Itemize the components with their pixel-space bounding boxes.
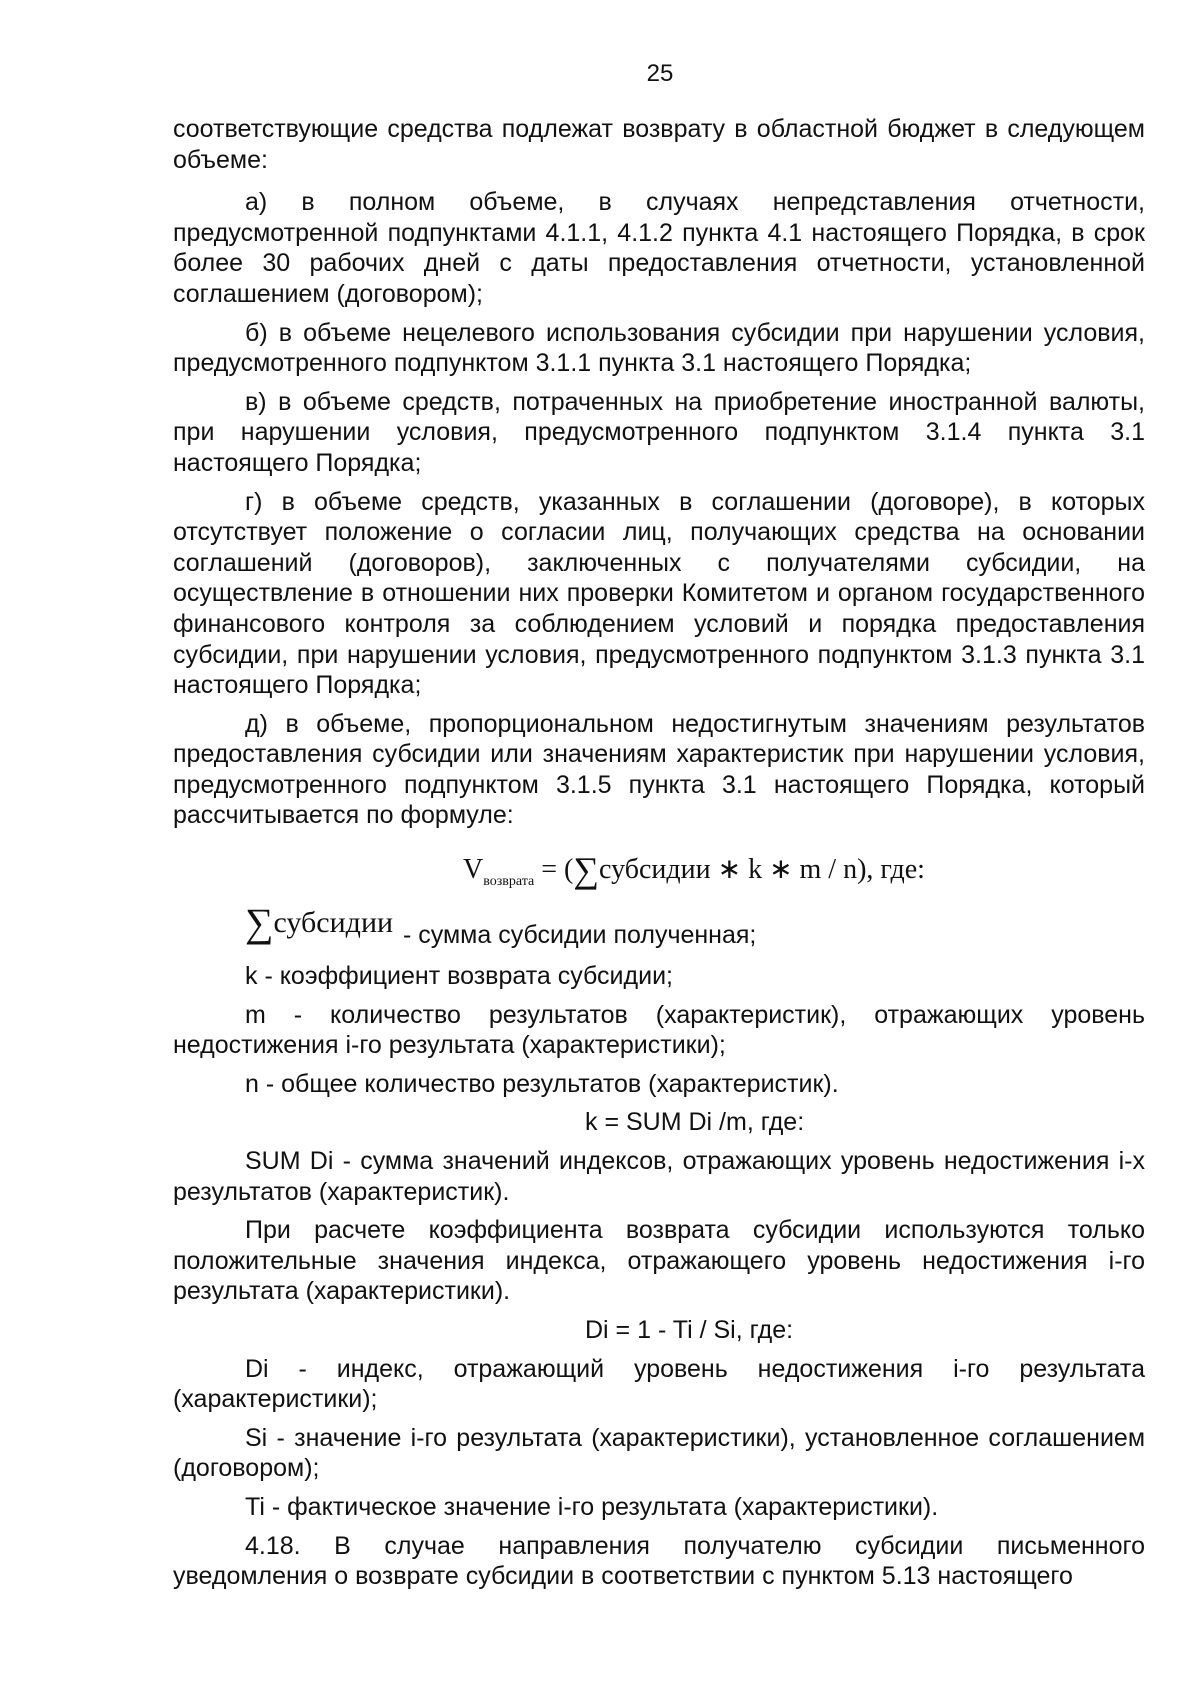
document-body xyxy=(173,114,1145,1600)
paragraph-item-v: в) в объеме средств, потраченных на приобретение иностранной валюты, при нарушении условия, предусмотренного подпунктом 3.1.4 пункта 3.1 настоящего Порядка; xyxy=(173,387,1145,477)
definition-m: m - количество результатов (характеристик), отражающих уровень недостижения i-го результата (характеристики); xyxy=(173,1000,1145,1060)
definition-di: Di - индекс, отражающий уровень недостижения i-го результата (характеристики); xyxy=(173,1354,1145,1414)
definition-n: n - общее количество результатов (характеристик). xyxy=(245,1069,839,1098)
paragraph-item-a: а) в полном объеме, в случаях непредставления отчетности, предусмотренной подпунктами 4.1.1, 4.1.2 пункта 4.1 настоящего Порядка, в срок более 30 рабочих дней с даты предоставления отчетности, установленной соглашением (договором); xyxy=(173,188,1145,308)
formula-k: k = SUM Di /m, где: xyxy=(585,1108,805,1137)
formula-di: Di = 1 - Ti / Si, где: xyxy=(585,1316,794,1344)
return-formula xyxy=(173,839,1145,891)
formula-v-subscript: возврата xyxy=(483,874,535,890)
sigma-icon: ∑ xyxy=(573,850,600,891)
definition-sum-di: SUM Di - сумма значений индексов, отражающих уровень недостижения i-х результатов (характеристик). xyxy=(173,1147,1145,1206)
paragraph-4-18: 4.18. В случае направления получателю субсидии письменного уведомления о возврате субсидии в соответствии с пунктом 5.13 настоящего xyxy=(173,1531,1145,1591)
formula-equals: = ( xyxy=(534,854,574,886)
formula-body: субсидии ∗ k ∗ m / n), где: xyxy=(599,854,925,886)
definition-k: k - коэффициент возврата субсидии; xyxy=(245,962,673,991)
sum-term-word: субсидии xyxy=(273,906,394,940)
definition-ti: Ti - фактическое значение i-го результата (характеристики). xyxy=(245,1492,939,1521)
paragraph-item-d: д) в объеме, пропорциональном недостигнутым значениям результатов предоставления субсидии или значениям характеристик при нарушении условия, предусмотренного подпунктом 3.1.5 пункта 3.1 настоящего Порядка, который рассчитывается по формуле: xyxy=(173,709,1145,830)
sum-term-description: - сумма субсидии полученная; xyxy=(403,921,757,950)
paragraph-item-b: б) в объеме нецелевого использования субсидии при нарушении условия, предусмотренного подпунктом 3.1.1 пункта 3.1 настоящего Порядка; xyxy=(173,318,1145,378)
page-number: 25 xyxy=(646,60,674,87)
paragraph-item-g: г) в объеме средств, указанных в соглашении (договоре), в которых отсутствует положение о согласии лиц, получающих средства на основании соглашений (договоров), заключенных с получателями субсидии, на осуществление в отношении них проверки Комитетом и органом государственного финансового контроля за соблюдением условий и порядка предоставления субсидии, при нарушении условия, предусмотренного подпунктом 3.1.3 пункта 3.1 настоящего Порядка; xyxy=(173,487,1145,700)
sigma-icon: ∑ xyxy=(245,900,274,946)
formula-v: V xyxy=(463,854,484,886)
paragraph-intro: соответствующие средства подлежат возврату в областной бюджет в следующем объеме: xyxy=(173,115,1145,174)
definition-si: Si - значение i-го результата (характеристики), установленное соглашением (договором); xyxy=(173,1423,1145,1483)
sum-term xyxy=(245,895,394,946)
paragraph-calc-note: При расчете коэффициента возврата субсидии используются только положительные значения индекса, отражающего уровень недостижения i-го результата (характеристики). xyxy=(173,1216,1145,1306)
sum-definition xyxy=(173,895,1145,961)
